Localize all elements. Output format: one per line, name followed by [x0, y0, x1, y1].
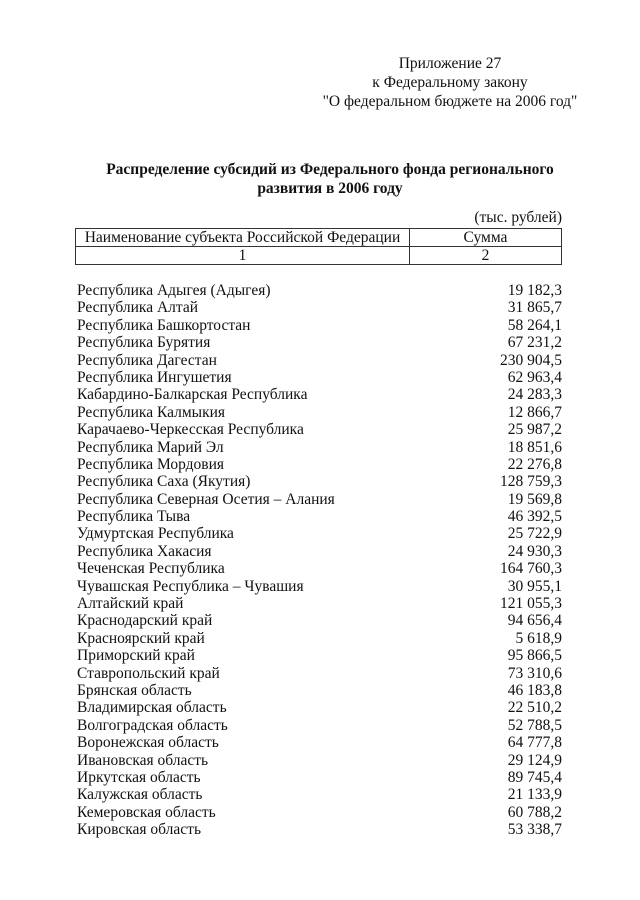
table-row — [77, 630, 562, 647]
region-name: Приморский край — [77, 647, 195, 665]
region-name: Брянская область — [77, 681, 192, 699]
subsidy-amount: 22 276,8 — [507, 455, 562, 473]
table-body — [77, 282, 562, 839]
table-row — [77, 769, 562, 786]
table-header — [75, 228, 562, 265]
table-row — [77, 682, 562, 699]
document-title — [80, 160, 580, 198]
region-name: Кировская область — [77, 821, 202, 839]
table-row — [77, 752, 562, 769]
table-row — [77, 491, 562, 508]
region-name: Республика Башкортостан — [77, 316, 251, 334]
region-name: Республика Тыва — [77, 508, 191, 526]
table-row — [77, 369, 562, 386]
table-row — [77, 525, 562, 542]
table-row — [77, 299, 562, 316]
subsidy-amount: 30 955,1 — [507, 577, 562, 595]
region-name: Республика Алтай — [77, 299, 199, 317]
table-row — [77, 665, 562, 682]
region-name: Ставропольский край — [77, 664, 220, 682]
region-name: Удмуртская Республика — [77, 525, 234, 543]
subsidy-amount: 19 569,8 — [507, 490, 562, 508]
table-row — [77, 317, 562, 334]
subsidy-amount: 64 777,8 — [507, 734, 562, 752]
region-name: Ивановская область — [77, 751, 209, 769]
title-line-1: Распределение субсидий из Федерального фонда регионального — [106, 161, 554, 178]
subsidy-amount: 24 283,3 — [507, 386, 562, 404]
subsidy-amount: 18 851,6 — [507, 438, 562, 456]
subsidy-amount: 230 904,5 — [500, 351, 562, 369]
subsidy-amount: 52 788,5 — [507, 716, 562, 734]
subsidy-amount: 53 338,7 — [507, 821, 562, 839]
region-name: Чеченская Республика — [77, 560, 225, 578]
table-row — [77, 647, 562, 664]
subsidy-amount: 67 231,2 — [507, 334, 562, 352]
region-name: Кемеровская область — [77, 803, 216, 821]
table-row — [77, 560, 562, 577]
subsidy-amount: 58 264,1 — [507, 316, 562, 334]
region-name: Республика Северная Осетия – Алания — [77, 490, 335, 508]
table-row — [77, 595, 562, 612]
region-name: Республика Калмыкия — [77, 403, 226, 421]
subsidy-amount: 89 745,4 — [507, 768, 562, 786]
column-number-1: 1 — [76, 247, 410, 265]
subsidy-amount: 22 510,2 — [507, 699, 562, 717]
table-row — [77, 717, 562, 734]
subsidy-amount: 95 866,5 — [507, 647, 562, 665]
region-name: Республика Марий Эл — [77, 438, 224, 456]
region-name: Республика Дагестан — [77, 351, 217, 369]
table-row — [77, 404, 562, 421]
region-name: Республика Адыгея (Адыгея) — [77, 282, 271, 299]
table-row — [77, 543, 562, 560]
region-name: Республика Саха (Якутия) — [77, 473, 251, 491]
subsidy-amount: 21 133,9 — [507, 786, 562, 804]
subsidy-amount: 46 392,5 — [507, 508, 562, 526]
table-row — [77, 699, 562, 716]
region-name: Алтайский край — [77, 595, 184, 613]
table-row — [77, 352, 562, 369]
subsidy-amount: 128 759,3 — [500, 473, 562, 491]
subsidy-amount: 24 930,3 — [507, 542, 562, 560]
table-row — [77, 508, 562, 525]
region-name: Республика Мордовия — [77, 455, 225, 473]
table-row — [77, 578, 562, 595]
subsidy-amount: 62 963,4 — [507, 368, 562, 386]
subsidy-amount: 5 618,9 — [515, 629, 562, 647]
table-row — [77, 386, 562, 403]
region-name: Кабардино-Балкарская Республика — [77, 386, 308, 404]
subsidy-amount: 60 788,2 — [507, 803, 562, 821]
region-name: Чувашская Республика – Чувашия — [77, 577, 304, 595]
region-name: Республика Бурятия — [77, 334, 211, 352]
table-row — [77, 821, 562, 838]
header-amount: Сумма — [410, 229, 562, 247]
table-row — [77, 734, 562, 751]
appendix-header — [300, 54, 600, 111]
region-name: Республика Хакасия — [77, 542, 212, 560]
region-name: Республика Ингушетия — [77, 368, 232, 386]
table-row — [77, 804, 562, 821]
subsidy-amount: 164 760,3 — [500, 560, 562, 578]
region-name: Калужская область — [77, 786, 203, 804]
subsidy-amount: 25 722,9 — [507, 525, 562, 543]
table-row — [77, 612, 562, 629]
table-row — [77, 282, 562, 299]
title-line-2: развития в 2006 году — [257, 180, 403, 197]
table-row — [77, 421, 562, 438]
table-row — [77, 786, 562, 803]
region-name: Волгоградская область — [77, 716, 228, 734]
region-name: Воронежская область — [77, 734, 219, 752]
appendix-law-title: "О федеральном бюджете на 2006 год" — [322, 93, 578, 110]
subsidy-amount: 25 987,2 — [507, 421, 562, 439]
appendix-number: Приложение 27 — [398, 55, 502, 72]
region-name: Иркутская область — [77, 768, 201, 786]
subsidy-amount: 73 310,6 — [507, 664, 562, 682]
subsidy-amount: 19 182,3 — [507, 282, 562, 299]
header-region-name: Наименование субъекта Российской Федерации — [76, 229, 410, 247]
table-row — [77, 456, 562, 473]
column-number-2: 2 — [410, 247, 562, 265]
region-name: Владимирская область — [77, 699, 227, 717]
subsidy-amount: 94 656,4 — [507, 612, 562, 630]
subsidy-amount: 121 055,3 — [500, 595, 562, 613]
region-name: Красноярский край — [77, 629, 205, 647]
subsidy-amount: 31 865,7 — [507, 299, 562, 317]
subsidy-amount: 46 183,8 — [507, 681, 562, 699]
region-name: Карачаево-Черкесская Республика — [77, 421, 304, 439]
subsidy-amount: 29 124,9 — [507, 751, 562, 769]
appendix-law-ref: к Федеральному закону — [372, 74, 528, 91]
subsidy-amount: 12 866,7 — [507, 403, 562, 421]
table-row — [77, 473, 562, 490]
table-row — [77, 439, 562, 456]
region-name: Краснодарский край — [77, 612, 213, 630]
table-row — [77, 334, 562, 351]
units-label: (тыс. рублей) — [474, 209, 562, 226]
